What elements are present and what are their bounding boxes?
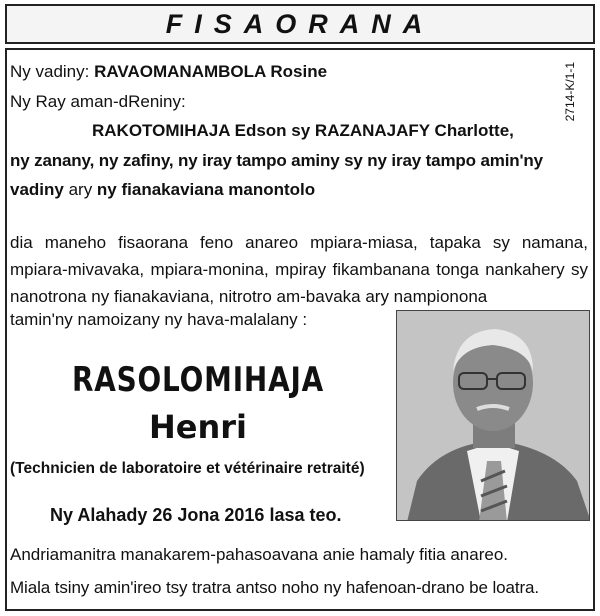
portrait-icon <box>397 311 590 521</box>
spouse-name: RAVAOMANAMBOLA Rosine <box>94 62 328 81</box>
family-spouse-word: vadiny <box>10 180 64 199</box>
deceased-given-name: Henri <box>148 408 247 446</box>
thanks-paragraph-end: tamin'ny namoizany ny hava-malalany : <box>10 310 308 329</box>
deceased-surname: RASOLOMIHAJA <box>71 360 325 400</box>
thanks-paragraph: dia maneho fisaorana feno anareo mpiara-miasa, tapaka sy namana, mpiara-mivavaka, mpiara-monina, mpiray fikambanana tonga nankahery sy nanotrona ny fianakaviana, nitrotro am-bavaka ary nampionona <box>10 233 588 306</box>
reference-code: 2714-K/1-1 <box>563 62 577 122</box>
parents-names: RAKOTOMIHAJA Edson sy RAZANAJAFY Charlotte, <box>92 121 514 140</box>
family-line: ny zanany, ny zafiny, ny iray tampo aminy sy ny iray tampo amin'ny <box>10 151 543 170</box>
header-banner <box>5 4 595 44</box>
family-and-word: ary <box>63 180 97 199</box>
page-title: FISAORANA <box>165 8 435 39</box>
family-whole: ny fianakaviana manontolo <box>96 180 316 199</box>
spouse-label: Ny vadiny: <box>10 62 90 81</box>
death-date: Ny Alahady 26 Jona 2016 lasa teo. <box>50 505 342 525</box>
blessing-line: Andriamanitra manakarem-pahasoavana anie hamaly fitia anareo. <box>10 545 509 564</box>
deceased-occupation: (Technicien de laboratoire et vétérinaire retraité) <box>10 460 365 477</box>
apology-line: Miala tsiny amin'ireo tsy tratra antso noho ny hafenoan-drano be loatra. <box>10 578 540 597</box>
spouse-line <box>10 62 327 82</box>
family-line-2 <box>10 180 315 200</box>
deceased-portrait <box>396 310 590 521</box>
parents-label: Ny Ray aman-dReniny: <box>10 92 186 111</box>
